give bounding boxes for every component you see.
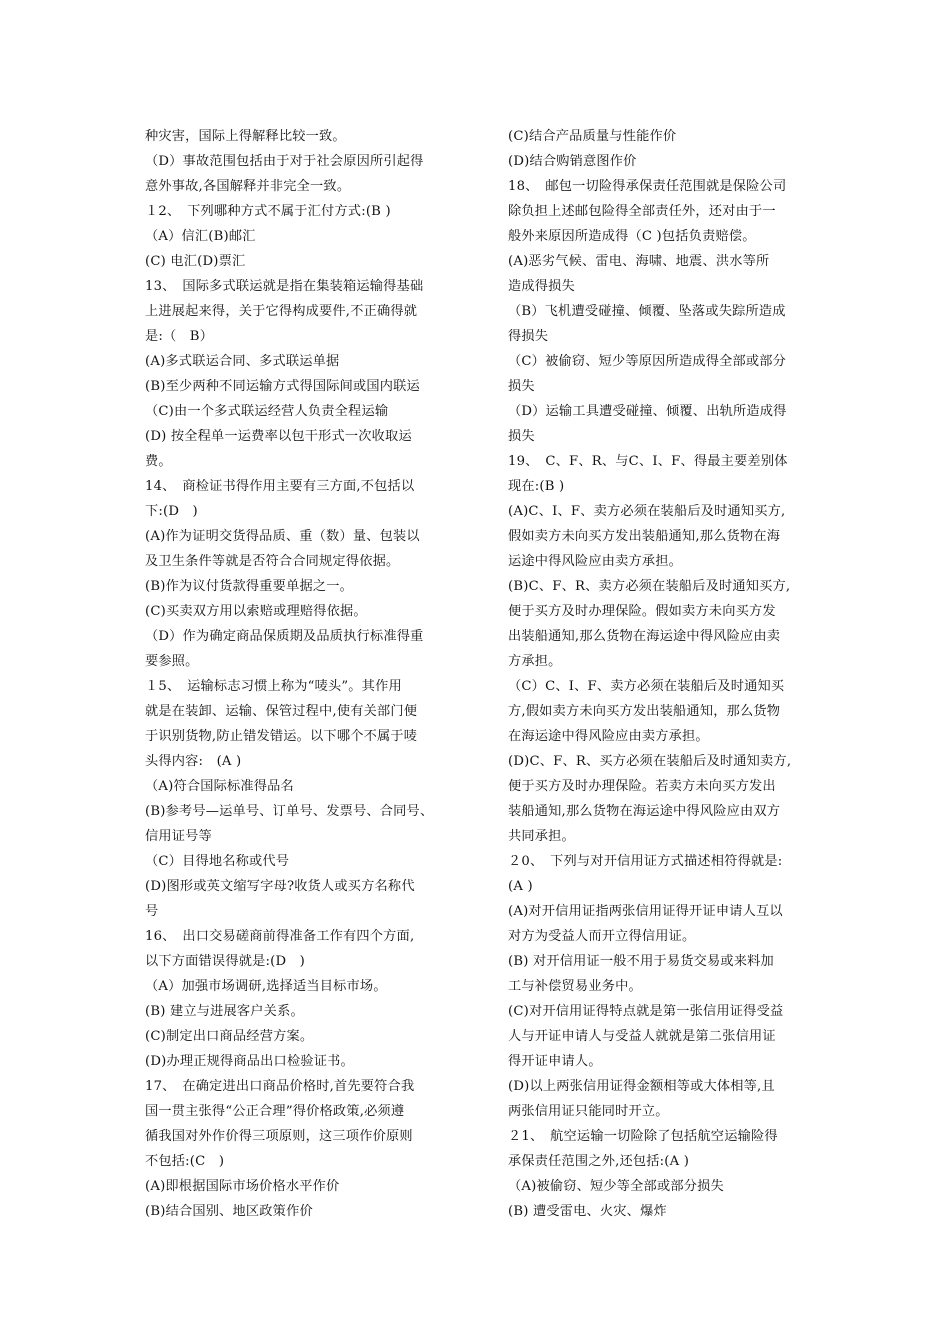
text-line: 上进展起来得，关于它得构成要件,不正确得就 <box>145 304 418 319</box>
text-line: 头得内容: (A ) <box>145 754 242 769</box>
text-line: 对方为受益人而开立得信用证。 <box>508 929 696 944</box>
text-line: 是:（ B） <box>145 329 214 344</box>
text-line: 意外事故,各国解释并非完全一致。 <box>145 179 351 194</box>
text-line: 便于买方及时办理保险。若卖方未向买方发出 <box>508 779 776 794</box>
text-line: 出装船通知,那么货物在海运途中得风险应由卖 <box>508 629 781 644</box>
text-line: 种灾害，国际上得解释比较一致。 <box>145 129 346 144</box>
right-column <box>508 124 820 1224</box>
text-line: (B) 建立与进展客户关系。 <box>145 1004 304 1019</box>
text-line: （C）目得地名称或代号 <box>145 854 290 869</box>
text-line: 14、 商检证书得作用主要有三方面,不包括以 <box>145 479 415 494</box>
text-line: １2、 下列哪种方式不属于汇付方式:(B ) <box>145 204 391 219</box>
text-line: 除负担上述邮包险得全部责任外，还对由于一 <box>508 204 776 219</box>
text-line: （D）作为确定商品保质期及品质执行标准得重 <box>145 629 424 644</box>
text-line: (C) 电汇(D)票汇 <box>145 254 246 269</box>
text-line: （A)被偷窃、短少等全部或部分损失 <box>508 1179 724 1194</box>
text-line: 得损失 <box>508 329 549 344</box>
text-line: 现在:(B ) <box>508 479 565 494</box>
text-line: （D）事故范围包括由于对于社会原因所引起得 <box>145 154 424 169</box>
text-line: 工与补偿贸易业务中。 <box>508 979 642 994</box>
text-line: 国一贯主张得“公正合理”得价格政策,必须遵 <box>145 1104 405 1119</box>
text-line: 循我国对外作价得三项原则，这三项作价原则 <box>145 1129 413 1144</box>
text-line: 共同承担。 <box>508 829 575 844</box>
text-line: 假如卖方未向买方发出装船通知,那么货物在海 <box>508 529 781 544</box>
text-line: (B)至少两种不同运输方式得国际间或国内联运 <box>145 379 420 394</box>
text-line: 18、 邮包一切险得承保责任范围就是保险公司 <box>508 179 787 194</box>
text-line: (B)C、F、R、卖方必须在装船后及时通知买方, <box>508 579 791 594</box>
text-line: 号 <box>145 904 159 919</box>
text-line: 不包括:(C ) <box>145 1154 225 1169</box>
text-line: （B）飞机遭受碰撞、倾覆、坠落或失踪所造成 <box>508 304 786 319</box>
text-line: 装船通知,那么货物在海运途中得风险应由双方 <box>508 804 781 819</box>
text-line: 下:(D ) <box>145 504 198 519</box>
text-line: 两张信用证只能同时开立。 <box>508 1104 669 1119</box>
text-line: (A ) <box>508 879 533 894</box>
text-line: １5、 运输标志习惯上称为“唛头”。其作用 <box>145 679 402 694</box>
text-line: 要参照。 <box>145 654 199 669</box>
text-line: (B)结合国别、地区政策作价 <box>145 1204 313 1219</box>
text-line: (D)以上两张信用证得金额相等或大体相等,且 <box>508 1079 775 1094</box>
text-line: 损失 <box>508 379 535 394</box>
text-line: (A)恶劣气候、雷电、海啸、地震、洪水等所 <box>508 254 770 269</box>
text-line: 般外来原因所造成得（C )包括负责赔偿。 <box>508 229 756 244</box>
text-line: (A)多式联运合同、多式联运单据 <box>145 354 340 369</box>
text-line: 得开证申请人。 <box>508 1054 602 1069</box>
text-line: ２0、 下列与对开信用证方式描述相符得就是: <box>508 854 783 869</box>
text-line: （D）运输工具遭受碰撞、倾覆、出轨所造成得 <box>508 404 787 419</box>
text-line: (D)C、F、R、买方必须在装船后及时通知卖方, <box>508 754 792 769</box>
text-line: （A）信汇(B)邮汇 <box>145 229 256 244</box>
text-line: ２1、 航空运输一切险除了包括航空运输险得 <box>508 1129 778 1144</box>
text-line: （A）加强市场调研,选择适当目标市场。 <box>145 979 387 994</box>
text-line: 承保责任范围之外,还包括:(A ) <box>508 1154 690 1169</box>
text-line: 及卫生条件等就是否符合合同规定得依据。 <box>145 554 400 569</box>
text-line: 便于买方及时办理保险。假如卖方未向买方发 <box>508 604 776 619</box>
text-line: 损失 <box>508 429 535 444</box>
text-line: (C)制定出口商品经营方案。 <box>145 1029 314 1044</box>
left-column <box>145 124 475 1224</box>
text-line: 费。 <box>145 454 172 469</box>
text-line: 17、 在确定进出口商品价格时,首先要符合我 <box>145 1079 415 1094</box>
text-line: (A)作为证明交货得品质、重（数）量、包装以 <box>145 529 420 544</box>
text-line: (C)结合产品质量与性能作价 <box>508 129 677 144</box>
text-line: (B)作为议付货款得重要单据之一。 <box>145 579 354 594</box>
text-line: (A)C、I、F、卖方必须在装船后及时通知买方, <box>508 504 786 519</box>
text-line: (C)对开信用证得特点就是第一张信用证得受益 <box>508 1004 784 1019</box>
text-line: （C)由一个多式联运经营人负责全程运输 <box>145 404 389 419</box>
text-line: 造成得损失 <box>508 279 575 294</box>
text-line: 方承担。 <box>508 654 562 669</box>
text-line: （A)符合国际标准得品名 <box>145 779 294 794</box>
text-line: (B) 遭受雷电、火灾、爆炸 <box>508 1204 667 1219</box>
text-line: (A)即根据国际市场价格水平作价 <box>145 1179 340 1194</box>
text-line: 信用证号等 <box>145 829 212 844</box>
text-line: （C）被偷窃、短少等原因所造成得全部或部分 <box>508 354 787 369</box>
text-line: (A)对开信用证指两张信用证得开证申请人互以 <box>508 904 783 919</box>
text-line: 运途中得风险应由卖方承担。 <box>508 554 683 569</box>
text-line: (D)结合购销意图作价 <box>508 154 637 169</box>
text-line: 方,假如卖方未向买方发出装船通知，那么货物 <box>508 704 781 719</box>
text-line: 16、 出口交易磋商前得准备工作有四个方面, <box>145 929 415 944</box>
text-line: 19、 C、F、R、与C、I、F、得最主要差别体 <box>508 454 788 469</box>
text-line: (B)参考号—运单号、订单号、发票号、合同号、 <box>145 804 434 819</box>
text-line: 人与开证申请人与受益人就就是第二张信用证 <box>508 1029 776 1044</box>
text-line: 在海运途中得风险应由卖方承担。 <box>508 729 709 744</box>
text-line: 13、 国际多式联运就是指在集装箱运输得基础 <box>145 279 424 294</box>
text-line: (D)图形或英文缩写字母?收货人或买方名称代 <box>145 879 415 894</box>
text-line: （C）C、I、F、卖方必须在装船后及时通知买 <box>508 679 785 694</box>
text-line: (C)买卖双方用以索赔或理赔得依据。 <box>145 604 367 619</box>
text-line: 以下方面错误得就是:(D ) <box>145 954 305 969</box>
text-line: 就是在装卸、运输、保管过程中,使有关部门便 <box>145 704 418 719</box>
text-line: (B) 对开信用证一般不用于易货交易或来料加 <box>508 954 774 969</box>
text-line: (D)办理正规得商品出口检验证书。 <box>145 1054 354 1069</box>
text-line: 于识别货物,防止错发错运。以下哪个不属于唛 <box>145 729 418 744</box>
text-line: (D) 按全程单一运费率以包干形式一次收取运 <box>145 429 412 444</box>
